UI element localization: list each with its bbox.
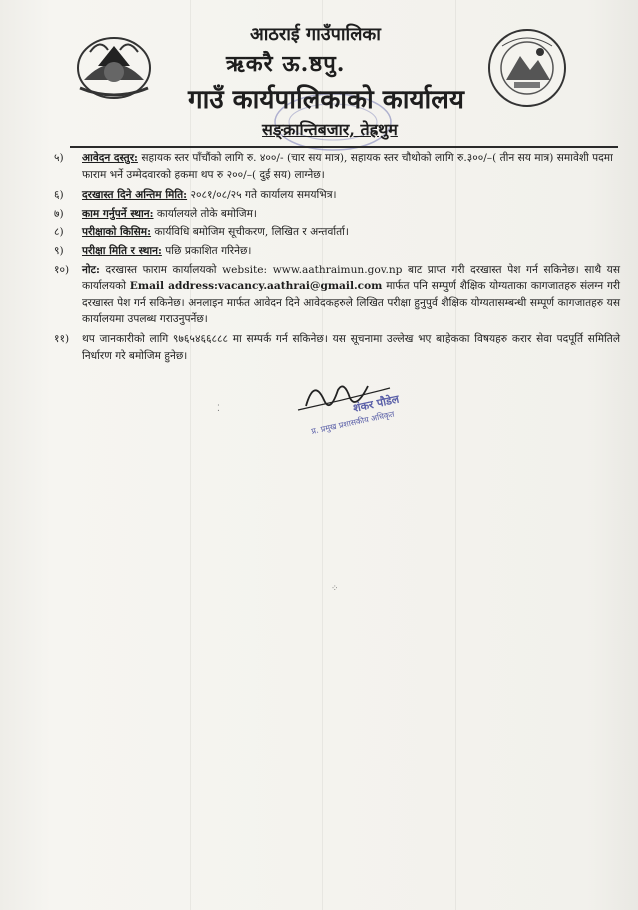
item-number: ५) (54, 152, 64, 164)
header-line-2: ऋकरै ऊ.ष्ठपु. (226, 51, 346, 77)
nepal-emblem-icon (70, 28, 158, 106)
list-item-11 (54, 331, 620, 364)
item-text: थप जानकारीको लागि ९७६५४६६८८८ मा सम्पर्क गर्न सकिनेछ। यस सूचनामा उल्लेख भए बाहेकका विषयहरु करार सेवा पदपूर्ति समितिले निर्धारण गरे बमोजिम हुनेछ। (82, 332, 620, 362)
item-key: परीक्षाको किसिम: (82, 226, 152, 239)
note-text-1: दरखास्त फाराम कार्यालयको website: www.aathraimun.gov.np बाट प्राप्त गरी दरखास्त पेश गर्न सकिनेछ। साथै यस कार्यालयको (82, 263, 620, 293)
item-text: कार्यविधि बमोजिम सूचीकरण, लिखित र अन्तर्वार्ता। (151, 226, 349, 239)
signatory-title: प्र. प्रमुख प्रशासकीय अधिकृत (310, 409, 396, 436)
rural-municipality-title: आठराई गाउँपालिका (250, 24, 381, 45)
item-number: ७) (54, 207, 64, 220)
item-text: पछि प्रकाशित गरिनेछ। (161, 244, 252, 257)
list-item-10-note (54, 262, 620, 328)
signature-stamp (294, 370, 434, 438)
item-number: ११) (54, 332, 70, 345)
list-item-5 (54, 150, 620, 183)
list-item-9 (54, 243, 620, 260)
list-item-6 (54, 187, 620, 204)
item-key: दरखास्त दिने अन्तिम मिति: (82, 189, 188, 202)
item-key: काम गर्नुपर्ने स्थान: (82, 207, 154, 220)
list-item-7 (54, 206, 620, 223)
item-text: सहायक स्तर पाँचौंको लागि रु. ४००/- (चार सय मात्र), सहायक स्तर चौथोको लागि रु.३००/–( तीन सय मात्र) समावेशी पदमा फाराम भर्ने उम्मेदवारको हकमा थप रु २००/–( दुई सय) लाग्नेछ। (82, 152, 613, 181)
signatory-name: शंकर पौडेल (351, 392, 401, 415)
office-location: सङ्क्रान्तिबजार, तेह्रथुम (262, 120, 398, 139)
item-key: परीक्षा मिति र स्थान: (82, 244, 162, 257)
item-text: कार्यालयले तोके बमोजिम। (153, 207, 257, 220)
header-rule (70, 146, 618, 148)
note-key: नोट: (82, 263, 100, 276)
notice-body (54, 150, 620, 364)
municipality-emblem-icon (484, 26, 570, 108)
office-title: गाउँ कार्यपालिकाको कार्यालय (188, 85, 464, 115)
item-number: ८) (54, 226, 64, 239)
email-address: Email address:vacancy.aathrai@gmail.com (129, 280, 383, 293)
item-key: आवेदन दस्तुर: (82, 152, 138, 164)
document-page: आठराई गाउँपालिका ऋकरै ऊ.ष्ठपु. गाउँ कार्यपालिकाको कार्यालय सङ्क्रान्तिबजार, तेह्रथुम ५) आवेदन दस्तुर: सहायक स्तर पाँचौंको लागि रु. ४००/- (चार सय मात्र), सहायक स्तर चौथोको लागि रु.३००/–( तीन सय मात्र) समावेशी पदमा फाराम भर्ने उम्मेदवारको हकमा थप रु २००/–( दुई सय) लाग्नेछ। ६) दरखास्त दिने अन्तिम मिति: २०८१/०८/२५ गते कार्यालय समयभित्र। ७) काम गर्नुपर्ने स्थान: कार्यालयले तोके बमोजिम। ८) परीक्षाको किसिम: कार्यविधि बमोजिम सूचीकरण, लिखित र अन्तर्वार्ता। ९) परीक्षा मिति र स्थान: पछि प्रकाशित गरिनेछ। १०) नोट: दरखास्त फाराम कार्यालयको website: www.aathraimun.gov.np बाट प्राप्त गरी दरखास्त पेश गर्न सकिनेछ। साथै यस कार्यालयको Email address:vacancy.aathrai@gmail.com मार्फत पनि सम्पुर्ण शैक्षिक योग्यताका कागजातहरु संलग्न गरी दरखास्त पेश गर्न सकिनेछ। अनलाइन मार्फत आवेदन दिने आवेदकहरुले लिखित परीक्षा हुनुपुर्व शैक्षिक योग्यतासम्बन्धी सम्पूर्ण कागजातहरु यस कार्यालयमा उपलब्ध गराउनुपर्नेछ। ११) थप जानकारीको लागि ९७६५४६६८८८ मा सम्पर्क गर्न सकिनेछ। यस सूचनामा उल्लेख भए बाहेकका विषयहरु करार सेवा पदपूर्ति समितिले निर्धारण गरे बमोजिम हुनेछ। शंकर पौडेल प्र. प्रमुख प्रशासकीय अधिकृत ⁚ ⁘ (0, 0, 638, 910)
list-item-8 (54, 224, 620, 241)
item-number: ९) (54, 244, 64, 257)
item-number: ६) (54, 189, 64, 202)
item-number: १०) (54, 263, 70, 276)
note-text-2: मार्फत पनि सम्पुर्ण शैक्षिक योग्यताका कागजातहरु संलग्न गरी दरखास्त पेश गर्न सकिनेछ। अनलाइन मार्फत आवेदन दिने आवेदकहरुले लिखित परीक्षा हुनुपुर्व शैक्षिक योग्यतासम्बन्धी सम्पूर्ण कागजातहरु यस कार्यालयमा उपलब्ध गराउनुपर्नेछ। (82, 280, 620, 326)
item-text: २०८१/०८/२५ गते कार्यालय समयभित्र। (187, 189, 337, 202)
